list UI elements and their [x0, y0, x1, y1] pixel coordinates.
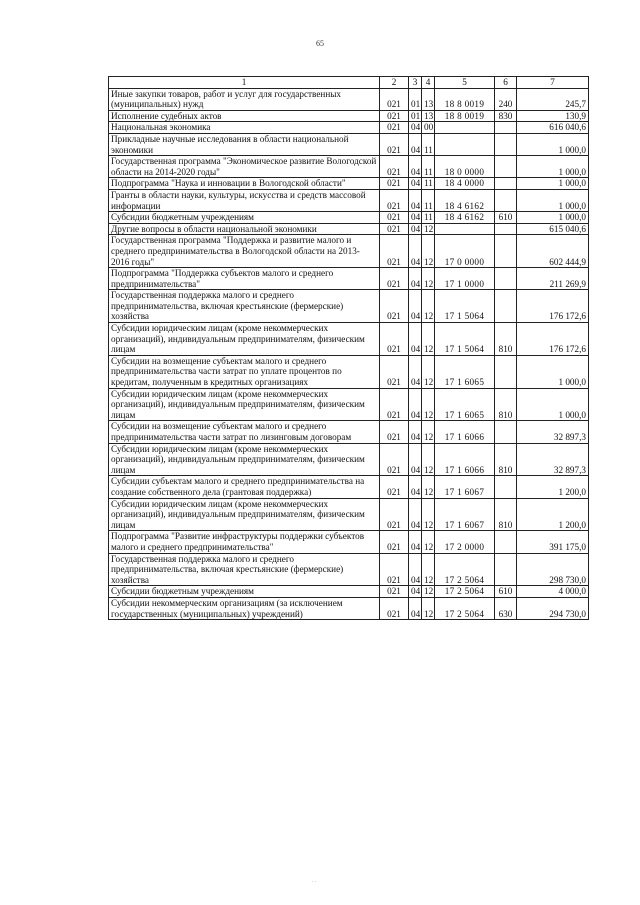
subsection-code-cell: 11 [422, 178, 435, 190]
expense-type-code-cell: 240 [495, 88, 517, 110]
grbs-code-cell: 021 [380, 156, 409, 178]
amount-cell: 176 172,6 [517, 323, 589, 356]
amount-cell: 1 000,0 [517, 133, 589, 155]
item-name-cell: Прикладные научные исследования в области национальной экономики [109, 133, 380, 155]
amount-cell: 211 269,9 [517, 268, 589, 290]
section-code-cell: 01 [409, 110, 422, 122]
amount-cell: 616 040,6 [517, 122, 589, 134]
grbs-code-cell: 021 [380, 498, 409, 531]
table-row [109, 388, 589, 421]
section-code-cell: 04 [409, 443, 422, 476]
header-cell: 5 [435, 77, 495, 89]
item-name-cell: Субсидии юридическим лицам (кроме некоммерческих организаций), индивидуальным предпринимателям, физическим лицам [109, 388, 380, 421]
amount-cell: 1 000,0 [517, 189, 589, 211]
section-code-cell: 01 [409, 88, 422, 110]
target-article-code-cell: 17 1 0000 [435, 268, 495, 290]
header-cell: 3 [409, 77, 422, 89]
table-row [109, 531, 589, 553]
expense-type-code-cell: 830 [495, 110, 517, 122]
subsection-code-cell: 12 [422, 290, 435, 323]
table-row [109, 212, 589, 224]
table-row [109, 323, 589, 356]
section-code-cell: 04 [409, 268, 422, 290]
expense-type-code-cell [495, 189, 517, 211]
expense-type-code-cell [495, 223, 517, 235]
expense-type-code-cell [495, 355, 517, 388]
grbs-code-cell: 021 [380, 586, 409, 598]
item-name-cell: Субсидии на возмещение субъектам малого и среднего предпринимательства части затрат по лизинговым договорам [109, 421, 380, 443]
target-article-code-cell: 17 1 6066 [435, 443, 495, 476]
target-article-code-cell: 17 1 5064 [435, 290, 495, 323]
item-name-cell: Государственная программа "Экономическое развитие Вологодской области на 2014-2020 годы" [109, 156, 380, 178]
table-row [109, 355, 589, 388]
target-article-code-cell: 17 1 6065 [435, 388, 495, 421]
section-code-cell: 04 [409, 597, 422, 619]
grbs-code-cell: 021 [380, 223, 409, 235]
header-cell: 2 [380, 77, 409, 89]
section-code-cell: 04 [409, 388, 422, 421]
subsection-code-cell: 12 [422, 553, 435, 586]
expense-type-code-cell [495, 290, 517, 323]
expense-type-code-cell: 630 [495, 597, 517, 619]
amount-cell: 1 200,0 [517, 498, 589, 531]
item-name-cell: Субсидии юридическим лицам (кроме некоммерческих организаций), индивидуальным предпринимателям, физическим лицам [109, 323, 380, 356]
scan-speck: . . [312, 878, 317, 884]
table-row [109, 133, 589, 155]
target-article-code-cell: 17 1 6067 [435, 476, 495, 498]
item-name-cell: Субсидии на возмещение субъектам малого и среднего предпринимательства части затрат по уплате процентов по кредитам, полученным в кредитных организациях [109, 355, 380, 388]
amount-cell: 298 730,0 [517, 553, 589, 586]
item-name-cell: Государственная поддержка малого и среднего предпринимательства, включая крестьянские (фермерские) хозяйства [109, 553, 380, 586]
table-row [109, 268, 589, 290]
section-code-cell: 04 [409, 156, 422, 178]
grbs-code-cell: 021 [380, 133, 409, 155]
grbs-code-cell: 021 [380, 323, 409, 356]
target-article-code-cell: 17 2 0000 [435, 531, 495, 553]
section-code-cell: 04 [409, 586, 422, 598]
amount-cell: 32 897,3 [517, 421, 589, 443]
item-name-cell: Субсидии юридическим лицам (кроме некоммерческих организаций), индивидуальным предпринимателям, физическим лицам [109, 498, 380, 531]
section-code-cell: 04 [409, 355, 422, 388]
amount-cell: 176 172,6 [517, 290, 589, 323]
subsection-code-cell: 12 [422, 235, 435, 268]
item-name-cell: Национальная экономика [109, 122, 380, 134]
subsection-code-cell: 00 [422, 122, 435, 134]
target-article-code-cell [435, 122, 495, 134]
target-article-code-cell: 17 2 5064 [435, 553, 495, 586]
grbs-code-cell: 021 [380, 88, 409, 110]
expense-type-code-cell: 810 [495, 323, 517, 356]
target-article-code-cell: 17 1 6066 [435, 421, 495, 443]
item-name-cell: Субсидии юридическим лицам (кроме некоммерческих организаций), индивидуальным предпринимателям, физическим лицам [109, 443, 380, 476]
subsection-code-cell: 11 [422, 133, 435, 155]
table-row [109, 476, 589, 498]
target-article-code-cell: 18 8 0019 [435, 88, 495, 110]
grbs-code-cell: 021 [380, 355, 409, 388]
item-name-cell: Субсидии бюджетным учреждениям [109, 586, 380, 598]
subsection-code-cell: 11 [422, 156, 435, 178]
amount-cell: 391 175,0 [517, 531, 589, 553]
grbs-code-cell: 021 [380, 189, 409, 211]
page-number: 65 [316, 39, 324, 48]
target-article-code-cell: 18 0 0000 [435, 156, 495, 178]
target-article-code-cell: 17 0 0000 [435, 235, 495, 268]
table-row [109, 553, 589, 586]
item-name-cell: Гранты в области науки, культуры, искусства и средств массовой информации [109, 189, 380, 211]
subsection-code-cell: 13 [422, 88, 435, 110]
section-code-cell: 04 [409, 476, 422, 498]
expense-type-code-cell: 610 [495, 586, 517, 598]
table-row [109, 597, 589, 619]
table-row [109, 498, 589, 531]
amount-cell: 1 200,0 [517, 476, 589, 498]
grbs-code-cell: 021 [380, 212, 409, 224]
grbs-code-cell: 021 [380, 476, 409, 498]
grbs-code-cell: 021 [380, 110, 409, 122]
target-article-code-cell [435, 223, 495, 235]
item-name-cell: Субсидии бюджетным учреждениям [109, 212, 380, 224]
budget-table [108, 76, 589, 620]
expense-type-code-cell [495, 268, 517, 290]
expense-type-code-cell [495, 531, 517, 553]
target-article-code-cell: 17 1 6067 [435, 498, 495, 531]
section-code-cell: 04 [409, 189, 422, 211]
header-cell: 4 [422, 77, 435, 89]
section-code-cell: 04 [409, 290, 422, 323]
subsection-code-cell: 12 [422, 421, 435, 443]
item-name-cell: Субсидии некоммерческим организациям (за исключением государственных (муниципальных) учреждений) [109, 597, 380, 619]
expense-type-code-cell [495, 553, 517, 586]
amount-cell: 1 000,0 [517, 156, 589, 178]
section-code-cell: 04 [409, 421, 422, 443]
table-row [109, 421, 589, 443]
section-code-cell: 04 [409, 212, 422, 224]
target-article-code-cell: 17 2 5064 [435, 586, 495, 598]
target-article-code-cell: 17 1 6065 [435, 355, 495, 388]
item-name-cell: Исполнение судебных актов [109, 110, 380, 122]
amount-cell: 615 040,6 [517, 223, 589, 235]
amount-cell: 32 897,3 [517, 443, 589, 476]
grbs-code-cell: 021 [380, 531, 409, 553]
grbs-code-cell: 021 [380, 178, 409, 190]
header-cell: 6 [495, 77, 517, 89]
grbs-code-cell: 021 [380, 553, 409, 586]
grbs-code-cell: 021 [380, 290, 409, 323]
table-row [109, 223, 589, 235]
subsection-code-cell: 12 [422, 498, 435, 531]
grbs-code-cell: 021 [380, 443, 409, 476]
amount-cell: 602 444,9 [517, 235, 589, 268]
section-code-cell: 04 [409, 122, 422, 134]
subsection-code-cell: 12 [422, 223, 435, 235]
table-row [109, 235, 589, 268]
header-cell: 1 [109, 77, 380, 89]
subsection-code-cell: 12 [422, 443, 435, 476]
grbs-code-cell: 021 [380, 388, 409, 421]
subsection-code-cell: 12 [422, 476, 435, 498]
expense-type-code-cell: 810 [495, 443, 517, 476]
target-article-code-cell: 18 4 6162 [435, 212, 495, 224]
amount-cell: 4 000,0 [517, 586, 589, 598]
expense-type-code-cell [495, 476, 517, 498]
header-row [109, 77, 589, 89]
expense-type-code-cell: 610 [495, 212, 517, 224]
grbs-code-cell: 021 [380, 235, 409, 268]
table-row [109, 443, 589, 476]
subsection-code-cell: 12 [422, 355, 435, 388]
amount-cell: 294 730,0 [517, 597, 589, 619]
target-article-code-cell: 18 4 0000 [435, 178, 495, 190]
section-code-cell: 04 [409, 531, 422, 553]
section-code-cell: 04 [409, 223, 422, 235]
table-row [109, 178, 589, 190]
expense-type-code-cell [495, 133, 517, 155]
table-row [109, 189, 589, 211]
subsection-code-cell: 12 [422, 597, 435, 619]
grbs-code-cell: 021 [380, 421, 409, 443]
table-row [109, 110, 589, 122]
grbs-code-cell: 021 [380, 268, 409, 290]
amount-cell: 1 000,0 [517, 178, 589, 190]
item-name-cell: Подпрограмма "Наука и инновации в Вологодской области" [109, 178, 380, 190]
amount-cell: 1 000,0 [517, 212, 589, 224]
table-body [109, 88, 589, 620]
target-article-code-cell [435, 133, 495, 155]
subsection-code-cell: 11 [422, 189, 435, 211]
section-code-cell: 04 [409, 133, 422, 155]
subsection-code-cell: 12 [422, 268, 435, 290]
expense-type-code-cell [495, 178, 517, 190]
section-code-cell: 04 [409, 498, 422, 531]
amount-cell: 1 000,0 [517, 355, 589, 388]
subsection-code-cell: 12 [422, 323, 435, 356]
item-name-cell: Подпрограмма "Поддержка субъектов малого и среднего предпринимательства" [109, 268, 380, 290]
target-article-code-cell: 18 4 6162 [435, 189, 495, 211]
amount-cell: 130,9 [517, 110, 589, 122]
item-name-cell: Иные закупки товаров, работ и услуг для государственных (муниципальных) нужд [109, 88, 380, 110]
expense-type-code-cell [495, 421, 517, 443]
expense-type-code-cell: 810 [495, 388, 517, 421]
item-name-cell: Подпрограмма "Развитие инфраструктуры поддержки субъектов малого и среднего предпринимательства" [109, 531, 380, 553]
table-row [109, 122, 589, 134]
target-article-code-cell: 17 1 5064 [435, 323, 495, 356]
target-article-code-cell: 18 8 0019 [435, 110, 495, 122]
subsection-code-cell: 13 [422, 110, 435, 122]
header-cell: 7 [517, 77, 589, 89]
table-row [109, 88, 589, 110]
grbs-code-cell: 021 [380, 597, 409, 619]
expense-type-code-cell [495, 122, 517, 134]
section-code-cell: 04 [409, 323, 422, 356]
expense-type-code-cell [495, 235, 517, 268]
item-name-cell: Субсидии субъектам малого и среднего предпринимательства на создание собственного дела (грантовая поддержка) [109, 476, 380, 498]
subsection-code-cell: 12 [422, 586, 435, 598]
section-code-cell: 04 [409, 178, 422, 190]
item-name-cell: Государственная программа "Поддержка и развитие малого и среднего предпринимательства в Вологодской области на 2013-2016 годы" [109, 235, 380, 268]
section-code-cell: 04 [409, 553, 422, 586]
subsection-code-cell: 11 [422, 212, 435, 224]
item-name-cell: Государственная поддержка малого и среднего предпринимательства, включая крестьянские (фермерские) хозяйства [109, 290, 380, 323]
subsection-code-cell: 12 [422, 388, 435, 421]
section-code-cell: 04 [409, 235, 422, 268]
expense-type-code-cell: 810 [495, 498, 517, 531]
subsection-code-cell: 12 [422, 531, 435, 553]
amount-cell: 245,7 [517, 88, 589, 110]
amount-cell: 1 000,0 [517, 388, 589, 421]
table-row [109, 586, 589, 598]
table-row [109, 156, 589, 178]
table-row [109, 290, 589, 323]
expense-type-code-cell [495, 156, 517, 178]
grbs-code-cell: 021 [380, 122, 409, 134]
target-article-code-cell: 17 2 5064 [435, 597, 495, 619]
item-name-cell: Другие вопросы в области национальной экономики [109, 223, 380, 235]
